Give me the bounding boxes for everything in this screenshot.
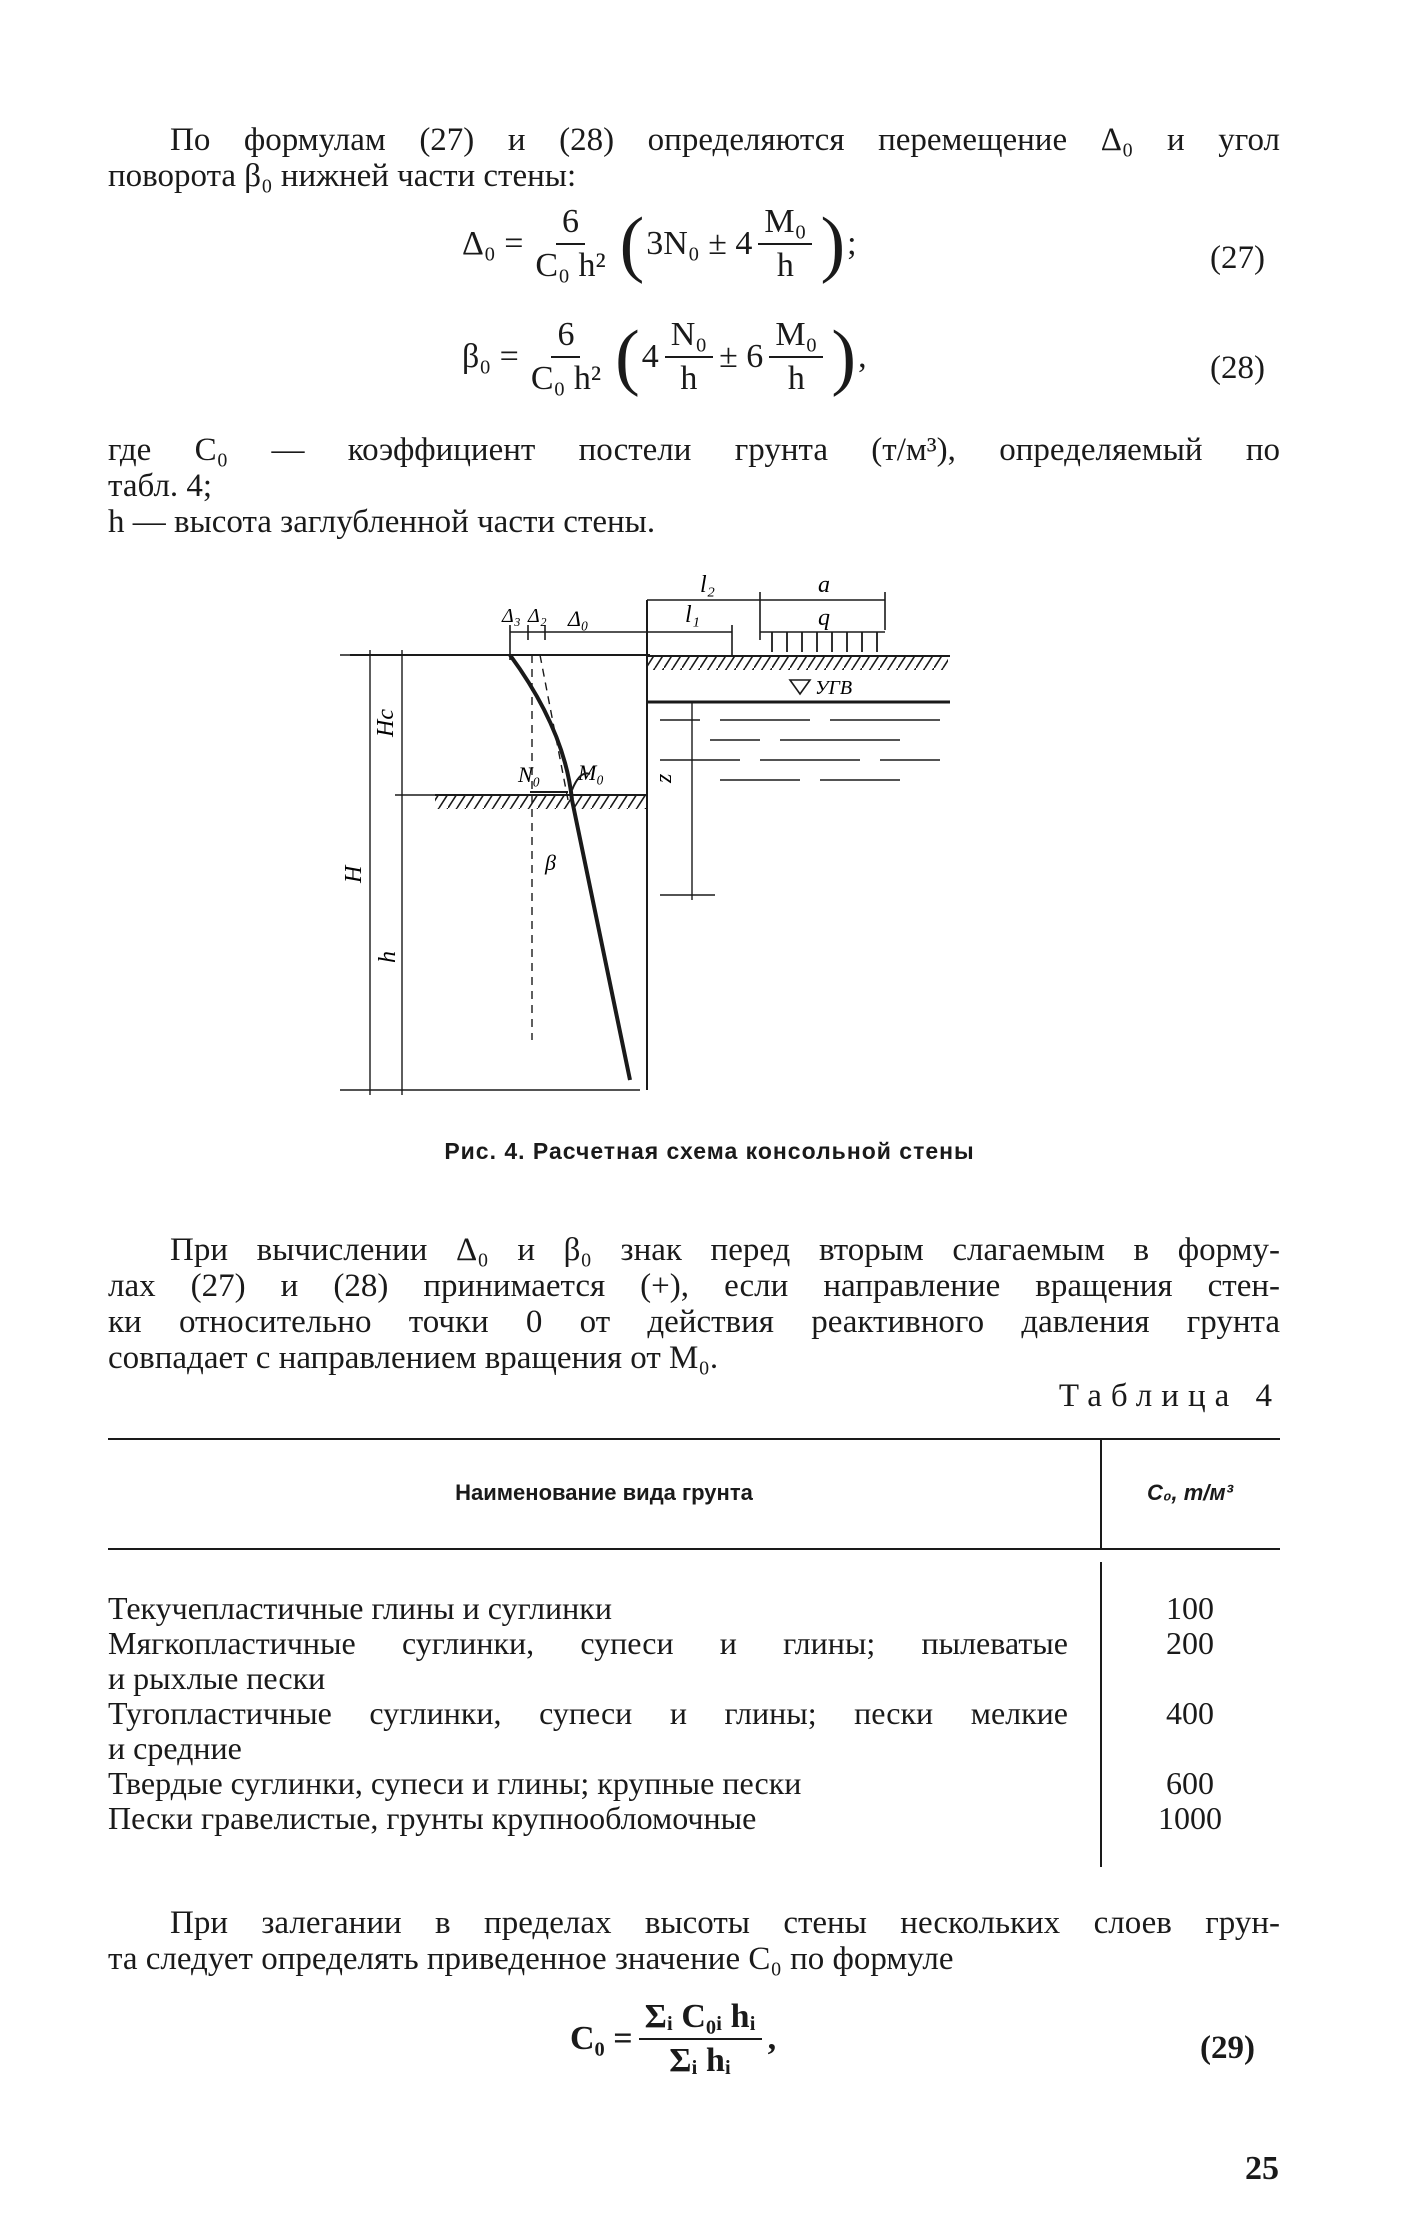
dredge-hatch — [435, 795, 648, 809]
formula-28-coef-num: 6 — [551, 318, 580, 358]
table-row-3-name-cont: и средние — [108, 1730, 242, 1766]
table-title: Таблица 4 — [1058, 1378, 1281, 1414]
formula-28-term1: 4 — [641, 338, 659, 375]
label-l2: l₂ — [700, 572, 716, 598]
formula-27-coef-num: 6 — [556, 205, 585, 245]
formula-28-frac2-num: M₀ — [769, 318, 823, 358]
page-number: 25 — [1245, 2150, 1279, 2187]
formula-27-term1: 3N₀ ± 4 — [646, 225, 753, 262]
label-ugv: УГВ — [815, 677, 853, 699]
formula-27-tail: ; — [847, 225, 857, 262]
formula-28-coef — [525, 318, 607, 396]
label-z: z — [651, 773, 677, 783]
backfill-hatch — [648, 656, 948, 670]
paren-open: ( — [619, 203, 645, 285]
para2-line-1: При вычислении Δ₀ и β₀ знак перед вторым слагаемым в форму- — [170, 1232, 1280, 1268]
formula-28-number: (28) — [1210, 350, 1265, 386]
formula-27 — [462, 205, 857, 283]
table-row-1-name: Текучепластичные глины и суглинки — [108, 1590, 612, 1626]
formula-28-frac1-num: N₀ — [665, 318, 713, 358]
label-delta2: Δ₂ — [528, 605, 547, 627]
para3-line-2: та следует определять приведенное значение C₀ по формуле — [108, 1941, 954, 1977]
formula-28-frac2 — [769, 318, 823, 396]
water-lines — [660, 720, 940, 780]
formula-27-coef-den: C₀ h² — [535, 247, 606, 284]
table-row-2-value: 200 — [1166, 1625, 1214, 1661]
table-header-soil: Наименование вида грунта — [455, 1480, 753, 1505]
table-header-rule — [108, 1548, 1280, 1550]
table-row-2-name-cont: и рыхлые пески — [108, 1660, 326, 1696]
para2-line-2: лах (27) и (28) принимается (+), если направление вращения стен- — [108, 1268, 1280, 1304]
label-hc: Hc — [373, 709, 399, 737]
label-big-h: H — [341, 865, 367, 883]
label-delta0: Δ₀ — [568, 606, 589, 631]
table-row-3-value: 400 — [1166, 1695, 1214, 1731]
distributed-load-arrows — [772, 632, 877, 652]
label-q: q — [818, 605, 830, 631]
para3-line-1: При залегании в пределах высоты стены нескольких слоев грун- — [170, 1905, 1280, 1941]
label-small-h: h — [375, 951, 401, 963]
table-row-2-name: Мягкопластичные суглинки, супеси и глины; пылеватые — [108, 1625, 1068, 1661]
formula-28-op: ± 6 — [719, 338, 764, 375]
multilayer-paragraph — [108, 1905, 1280, 1977]
table-row-5-name: Пески гравелистые, грунты крупнообломочные — [108, 1800, 757, 1836]
table-row-1-value: 100 — [1166, 1590, 1214, 1626]
table-row-3-name: Тугопластичные суглинки, супеси и глины; пески мелкие — [108, 1695, 1068, 1731]
tangent-dashed-line — [540, 655, 568, 800]
formula-28-coef-den: C₀ h² — [530, 360, 602, 397]
formula-29-number: (29) — [1200, 2030, 1255, 2066]
table-header-c0: C₀, т/м³ — [1146, 1480, 1234, 1505]
formula-29-den: Σᵢ hᵢ — [669, 2042, 731, 2079]
paren-close: ) — [820, 203, 846, 285]
formula-28-frac1 — [665, 318, 713, 396]
formula-27-lhs: Δ₀ = — [462, 225, 524, 262]
where-line-2: табл. 4; — [108, 468, 213, 504]
formula-27-coef — [529, 205, 611, 283]
cantilever-wall-diagram — [340, 570, 1040, 1100]
formula-28 — [462, 318, 867, 396]
table-row-4-name: Твердые суглинки, супеси и глины; крупные пески — [108, 1765, 802, 1801]
intro-line-2: поворота β₀ нижней части стены: — [108, 158, 577, 194]
para2-line-3: ки относительно точки 0 от действия реактивного давления грунта — [108, 1304, 1280, 1340]
water-level-icon — [790, 680, 810, 694]
paren-close: ) — [831, 316, 857, 398]
intro-line-1: По формулам (27) и (28) определяются перемещение Δ₀ и угол — [170, 122, 1280, 158]
table-top-rule — [108, 1438, 1280, 1440]
intro-paragraph — [108, 122, 1280, 194]
label-n0: N₀ — [518, 762, 541, 787]
paren-open: ( — [615, 316, 640, 398]
formula-29-num: Σᵢ C₀ᵢ hᵢ — [639, 2000, 762, 2040]
table-row-5-value: 1000 — [1158, 1800, 1222, 1836]
label-m0: M₀ — [578, 760, 604, 785]
label-l1: l₁ — [685, 602, 701, 628]
figure-caption: Рис. 4. Расчетная схема консольной стены — [444, 1138, 975, 1164]
formula-29 — [570, 2000, 776, 2078]
formula-29-tail: , — [767, 2020, 777, 2057]
label-beta: β — [545, 850, 556, 875]
deflected-wall-curve — [510, 655, 630, 1080]
where-paragraph — [108, 432, 1280, 540]
sign-rule-paragraph — [108, 1232, 1280, 1376]
label-a: a — [818, 572, 830, 598]
formula-27-number: (27) — [1210, 240, 1265, 276]
where-line-3: h — высота заглубленной части стены. — [108, 504, 656, 540]
formula-27-frac-num: M₀ — [758, 205, 812, 245]
table-row-4-value: 600 — [1166, 1765, 1214, 1801]
formula-28-frac2-den: h — [787, 360, 805, 397]
formula-28-tail: , — [858, 338, 867, 375]
formula-27-frac — [758, 205, 812, 283]
label-delta3: Δ₃ — [502, 605, 521, 627]
para2-line-4: совпадает с направлением вращения от M₀. — [108, 1340, 719, 1376]
formula-28-lhs: β₀ = — [462, 338, 519, 375]
formula-29-frac — [639, 2000, 762, 2078]
where-line-1: где C₀ — коэффициент постели грунта (т/м³), определяемый по — [108, 432, 1280, 468]
formula-27-frac-den: h — [776, 247, 794, 284]
formula-29-lhs: C₀ = — [570, 2020, 633, 2057]
formula-28-frac1-den: h — [680, 360, 698, 397]
